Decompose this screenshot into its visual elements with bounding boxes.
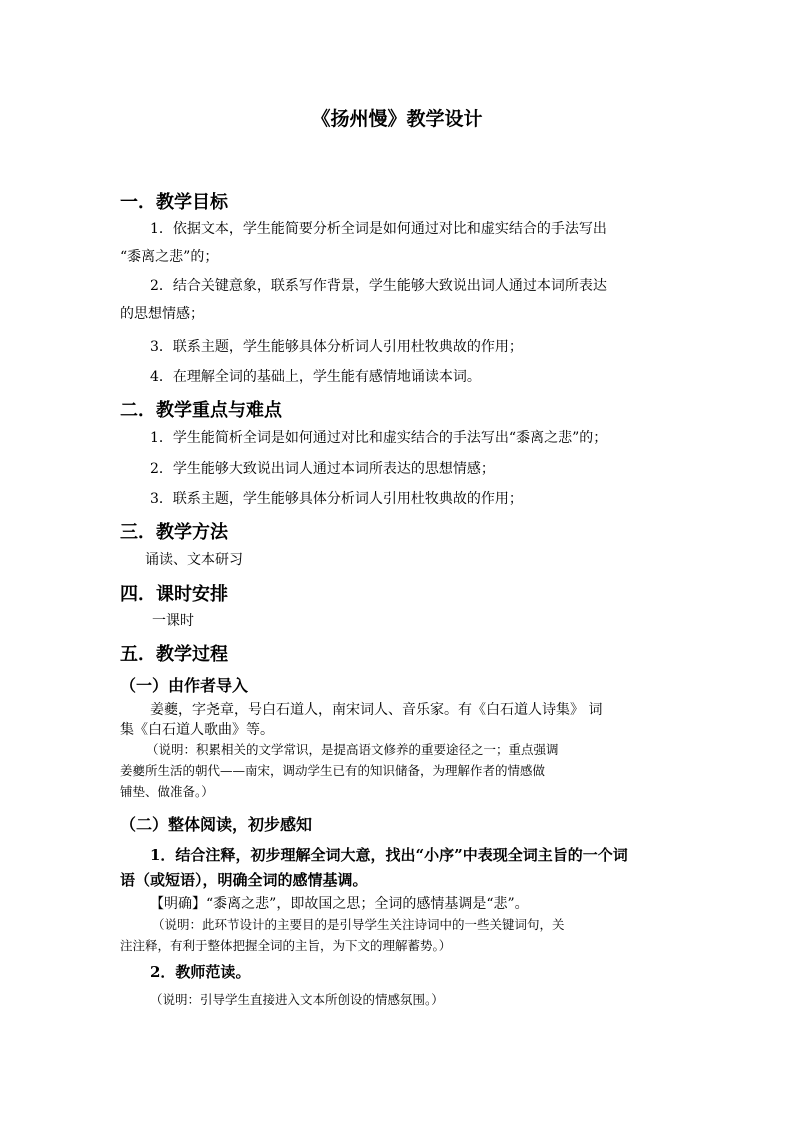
author-para-line2: 集《白石道人歌曲》等。: [120, 722, 274, 738]
subsection-heading-reading: （二）整体阅读，初步感知: [120, 815, 313, 834]
author-note-line3: 铺垫、做准备。）: [120, 784, 214, 799]
step1-note-line1: （说明：此环节设计的主要目的是引导学生关注诗词中的一些关键词句，关: [152, 917, 565, 932]
subsection-heading-author: （一）由作者导入: [120, 676, 249, 695]
objective-1-line1: 1．依据文本，学生能简要分析全词是如何通过对比和虚实结合的手法写出: [150, 221, 607, 237]
section-heading-objectives: 一．教学目标: [120, 192, 228, 213]
step1-line2: 语（或短语），明确全词的感情基调。: [120, 871, 368, 889]
step1-answer: 【明确】“黍离之悲”，即故国之思；全词的感情基调是“悲”。: [150, 896, 529, 912]
methods-text: 诵读、文本研习: [145, 552, 243, 568]
section-heading-schedule: 四．课时安排: [120, 584, 228, 605]
step1-line1: 1．结合注释，初步理解全词大意，找出“小序”中表现全词主旨的一个词: [150, 846, 628, 864]
author-note-line1: （说明：积累相关的文学常识，是提高语文修养的重要途径之一；重点强调: [146, 742, 559, 757]
section-heading-process: 五．教学过程: [120, 644, 228, 665]
step1-note-line2: 注注释，有利于整体把握全词的主旨，为下文的理解蓄势。）: [120, 938, 452, 953]
objective-1-line2: “黍离之悲”的；: [120, 249, 219, 265]
key-point-1: 1．学生能简析全词是如何通过对比和虚实结合的手法写出“黍离之悲”的；: [150, 430, 608, 446]
document-title: 《扬州慢》教学设计: [311, 108, 483, 130]
author-note-line2: 姜夔所生活的朝代——南宋，调动学生已有的知识储备，为理解作者的情感做: [120, 763, 546, 778]
step2-text: 2．教师范读。: [150, 963, 251, 981]
key-point-3: 3．联系主题，学生能够具体分析词人引用杜牧典故的作用；: [150, 491, 523, 507]
objective-3: 3．联系主题，学生能够具体分析词人引用杜牧典故的作用；: [150, 339, 523, 355]
objective-2-line2: 的思想情感；: [120, 306, 204, 322]
objective-4: 4．在理解全词的基础上，学生能有感情地诵读本词。: [150, 369, 481, 385]
objective-2-line1: 2．结合关键意象，联系写作背景，学生能够大致说出词人通过本词所表达: [150, 278, 607, 294]
author-para-line1: 姜夔，字尧章，号白石道人，南宋词人、音乐家。有《白石道人诗集》 词: [150, 702, 603, 718]
schedule-text: 一课时: [152, 613, 194, 629]
step2-note: （说明：引导学生直接进入文本所创设的情感氛围。）: [150, 992, 444, 1007]
section-heading-methods: 三．教学方法: [120, 522, 228, 543]
section-heading-key-points: 二．教学重点与难点: [120, 400, 282, 421]
key-point-2: 2．学生能够大致说出词人通过本词所表达的思想情感；: [150, 461, 495, 477]
